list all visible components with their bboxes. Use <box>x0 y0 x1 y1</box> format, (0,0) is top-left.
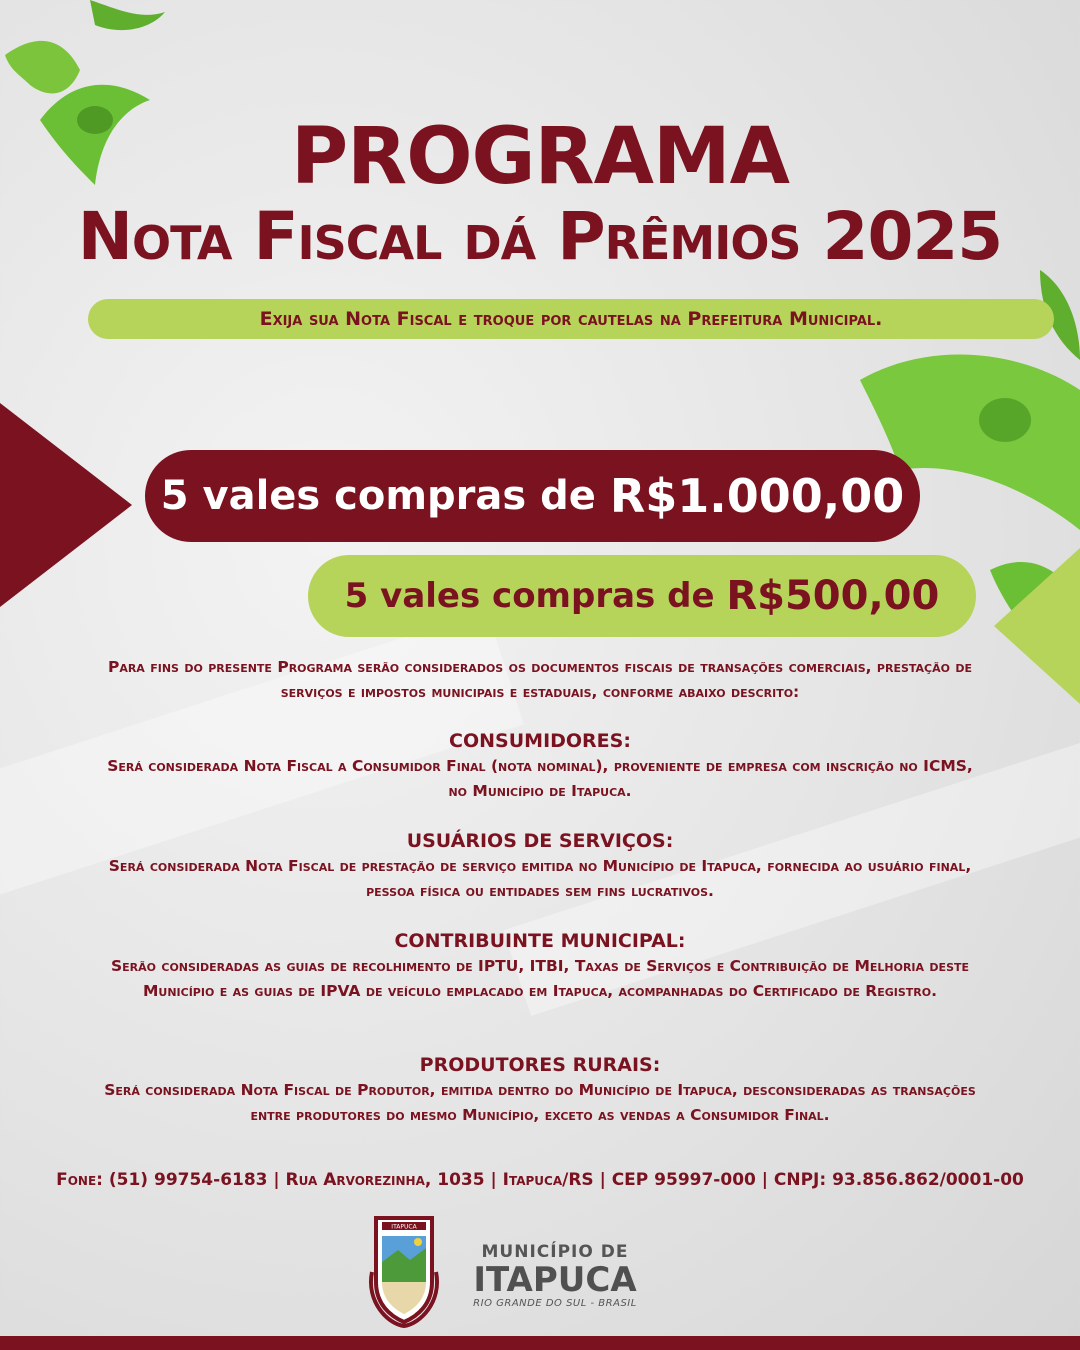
contact-line: Fone: (51) 99754-6183 | Rua Arvorezinha, 1035 | Itapuca/RS | CEP 95997-000 | CNPJ: 93.856.862/0001-00 <box>56 1170 1024 1190</box>
prize-banner-1 <box>145 450 920 542</box>
coat-of-arms-icon <box>368 1212 440 1328</box>
section-produtores-rurais <box>100 1052 980 1128</box>
intro-text: Para fins do presente Programa serão considerados os documentos fiscais de transações comerciais, prestação de serviços e impostos municipais e estaduais, conforme abaixo descrito: <box>107 658 973 701</box>
crest-label: ITAPUCA <box>391 1223 417 1231</box>
section-heading: CONSUMIDORES: <box>449 730 631 752</box>
logo-line-3: RIO GRANDE DO SUL - BRASIL <box>473 1298 637 1309</box>
section-text: Serão consideradas as guias de recolhimento de IPTU, ITBI, Taxas de Serviços e Contribuição de Melhoria deste Município e as guias de IPVA de veículo emplacado em Itapuca, acompanhadas do Certificado de Registro. <box>110 957 970 1000</box>
section-consumidores <box>100 728 980 804</box>
decorative-triangle-left <box>0 403 132 607</box>
subtitle-text: Exija sua Nota Fiscal e troque por cautelas na Prefeitura Municipal. <box>259 308 883 330</box>
decorative-triangle-right <box>994 548 1080 704</box>
section-heading: USUÁRIOS DE SERVIÇOS: <box>406 830 674 852</box>
prize-banner-2 <box>308 555 976 637</box>
prize-1-prefix: 5 vales compras de <box>160 473 610 519</box>
title-line-2: Nota Fiscal dá Prêmios 2025 <box>77 198 1003 275</box>
bottom-bar <box>0 1336 1080 1350</box>
logo-line-1: MUNICÍPIO DE <box>481 1242 629 1262</box>
prize-2-amount: R$500,00 <box>726 573 940 619</box>
subtitle-banner <box>88 299 1054 339</box>
title-line-1: PROGRAMA <box>291 112 789 202</box>
section-contribuinte-municipal <box>100 928 980 1004</box>
section-text: Será considerada Nota Fiscal a Consumidor Final (nota nominal), proveniente de empresa com inscrição no ICMS, no Município de Itapuca. <box>107 757 973 800</box>
logo-line-2: ITAPUCA <box>473 1260 637 1300</box>
prize-1-amount: R$1.000,00 <box>609 469 905 523</box>
section-text: Será considerada Nota Fiscal de Produtor, emitida dentro do Município de Itapuca, desconsideradas as transações entre produtores do mesmo Município, exceto as vendas a Consumidor Final. <box>104 1081 976 1124</box>
section-text: Será considerada Nota Fiscal de prestação de serviço emitida no Município de Itapuca, fornecida ao usuário final, pessoa física ou entidades sem fins lucrativos. <box>108 857 972 900</box>
section-heading: CONTRIBUINTE MUNICIPAL: <box>394 930 686 952</box>
section-heading: PRODUTORES RURAIS: <box>419 1054 661 1076</box>
prize-2-prefix: 5 vales compras de <box>344 576 727 616</box>
section-usuarios-servicos <box>100 828 980 904</box>
intro-paragraph <box>100 655 980 705</box>
municipality-logo-text <box>470 1242 640 1309</box>
